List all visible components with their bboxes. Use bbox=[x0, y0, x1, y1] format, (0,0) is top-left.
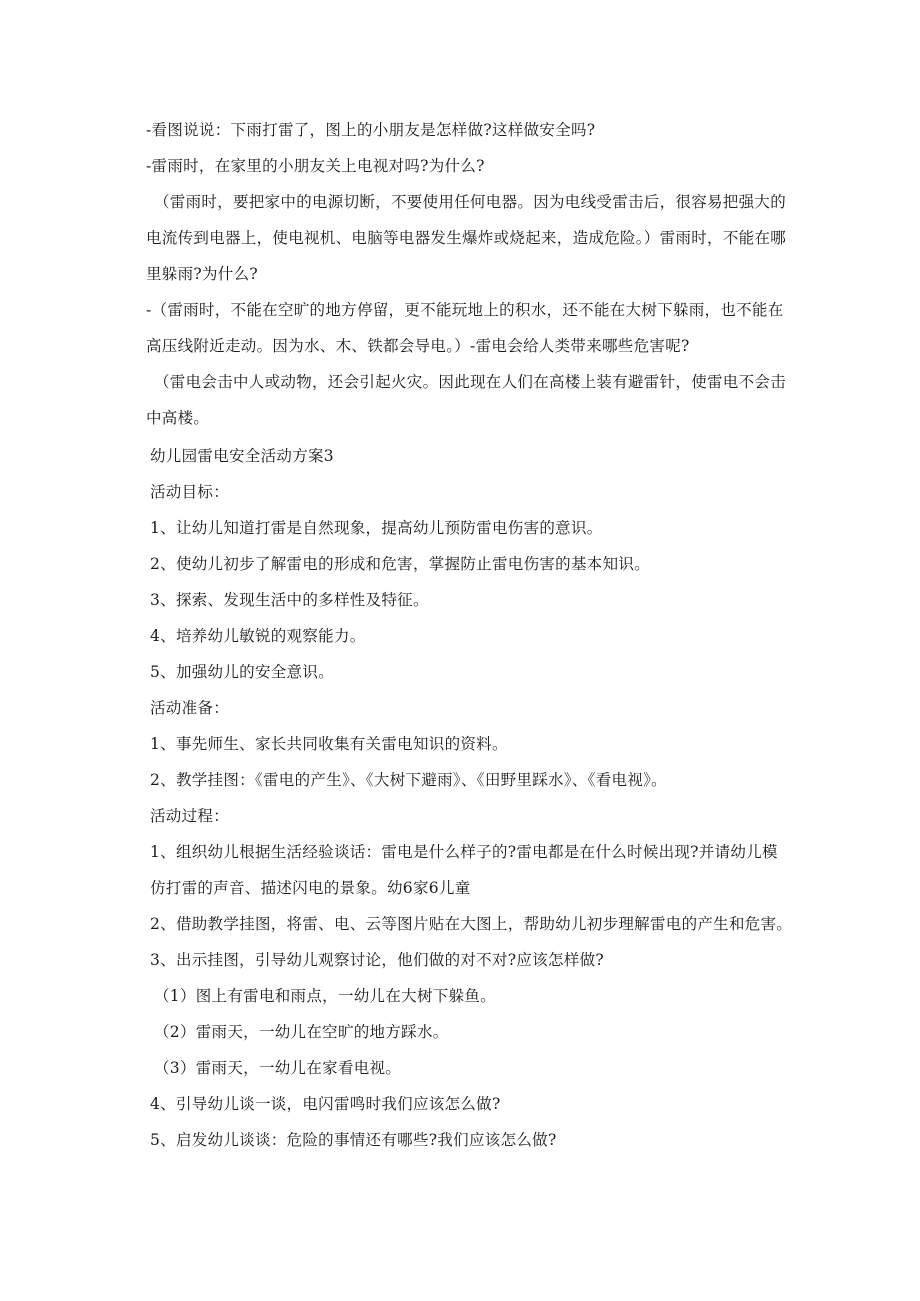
section-title: 幼儿园雷电安全活动方案3 bbox=[150, 447, 334, 465]
paragraph-lightning-harm-answer: （雷电会击中人或动物，还会引起火灾。因此现在人们在高楼上装有避雷针，使雷电不会击中高楼。 bbox=[146, 373, 787, 427]
process-sub-item: （2）雷雨天，一幼儿在空旷的地方踩水。 bbox=[154, 1023, 449, 1041]
goal-item: 3、探索、发现生活中的多样性及特征。 bbox=[150, 591, 429, 609]
goal-item: 4、培养幼儿敏锐的观察能力。 bbox=[150, 627, 366, 645]
paragraph-power-off-answer: （雷雨时，要把家中的电源切断，不要使用任何电器。因为电线受雷击后，很容易把强大的电流传到电器上，使电视机、电脑等电器发生爆炸或烧起来，造成危险。）雷雨时，不能在哪里躲雨?为什么? bbox=[146, 193, 787, 283]
process-step: 5、启发幼儿谈谈：危险的事情还有哪些?我们应该怎么做? bbox=[150, 1131, 557, 1149]
process-step: 2、借助教学挂图，将雷、电、云等图片贴在大图上，帮助幼儿初步理解雷电的产生和危害。 bbox=[150, 915, 793, 933]
paragraph-picture-question: -看图说说：下雨打雷了，图上的小朋友是怎样做?这样做安全吗? bbox=[146, 121, 596, 139]
prep-item: 1、事先师生、家长共同收集有关雷电知识的资料。 bbox=[150, 735, 508, 753]
process-step: 4、引导幼儿谈一谈，电闪雷鸣时我们应该怎么做? bbox=[150, 1095, 501, 1113]
process-sub-item: （3）雷雨天，一幼儿在家看电视。 bbox=[154, 1059, 402, 1077]
process-sub-item: （1）图上有雷电和雨点，一幼儿在大树下躲鱼。 bbox=[154, 987, 496, 1005]
prep-heading: 活动准备： bbox=[150, 699, 230, 717]
goals-heading: 活动目标： bbox=[150, 483, 230, 501]
prep-item: 2、教学挂图：《雷电的产生》、《大树下避雨》、《田野里踩水》、《看电视》。 bbox=[150, 771, 667, 789]
process-heading: 活动过程： bbox=[150, 807, 230, 825]
goal-item: 2、使幼儿初步了解雷电的形成和危害，掌握防止雷电伤害的基本知识。 bbox=[150, 555, 650, 573]
process-step: 1、组织幼儿根据生活经验谈话：雷电是什么样子的?雷电都是在什么时候出现?并请幼儿模仿打雷的声音、描述闪电的景象。幼6家6儿童 bbox=[150, 843, 778, 897]
process-step: 3、出示挂图，引导幼儿观察讨论，他们做的对不对?应该怎样做? bbox=[150, 951, 604, 969]
goal-item: 5、加强幼儿的安全意识。 bbox=[150, 663, 334, 681]
paragraph-tv-question: -雷雨时，在家里的小朋友关上电视对吗?为什么? bbox=[146, 157, 485, 175]
goal-item: 1、让幼儿知道打雷是自然现象，提高幼儿预防雷电伤害的意识。 bbox=[150, 519, 603, 537]
paragraph-shelter-answer: -（雷雨时，不能在空旷的地方停留，更不能玩地上的积水，还不能在大树下躲雨，也不能在高压线附近走动。因为水、木、铁都会导电。）-雷电会给人类带来哪些危害呢? bbox=[146, 301, 784, 355]
